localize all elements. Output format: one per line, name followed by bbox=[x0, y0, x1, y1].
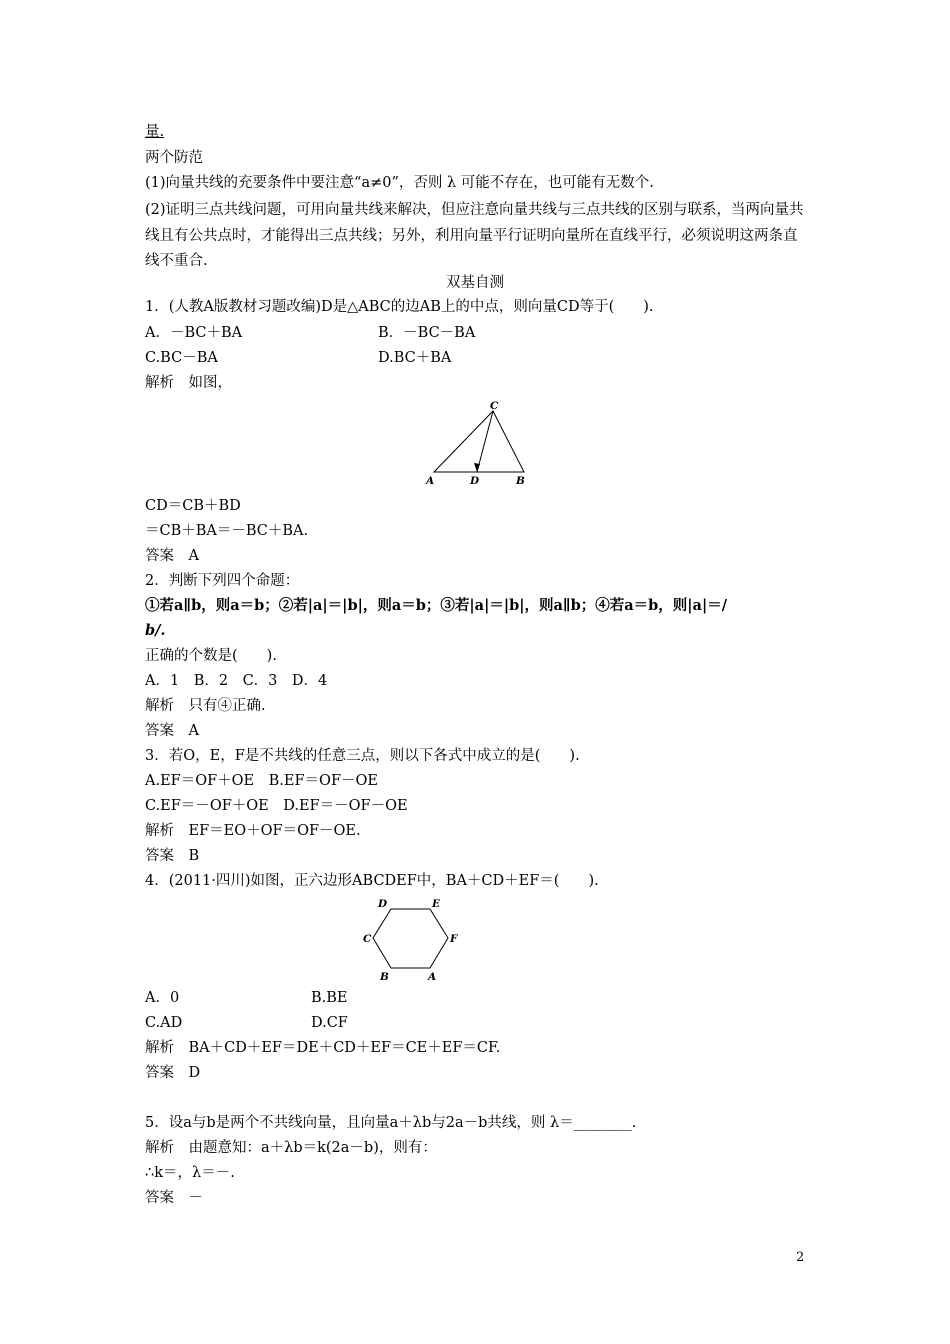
q2-propositions-cont: b/. bbox=[145, 622, 166, 639]
label-d: D bbox=[378, 898, 388, 910]
q3-options-ab: A.EF＝OF＋OE B.EF＝OF－OE bbox=[145, 773, 378, 789]
q4-stem: 4．(2011·四川)如图，正六边形ABCDEF中，BA＋CD＋EF＝( ). bbox=[145, 873, 599, 889]
q2-ask: 正确的个数是( ). bbox=[145, 648, 277, 664]
q2-options: A．1 B．2 C．3 D．4 bbox=[145, 673, 328, 689]
label-c: C bbox=[363, 933, 372, 945]
label-d: D bbox=[470, 475, 480, 487]
page-number: 2 bbox=[796, 1250, 805, 1265]
triangle-figure bbox=[420, 398, 540, 490]
q3-analysis: 解析 EF＝EO＋OF＝OF－OE. bbox=[145, 823, 361, 839]
q4-analysis: 解析 BA＋CD＋EF＝DE＋CD＋EF＝CE＋EF＝CF. bbox=[145, 1040, 501, 1056]
q5-stem: 5．设a与b是两个不共线向量，且向量a＋λb与2a－b共线，则 λ＝________. bbox=[145, 1115, 637, 1131]
q4-option-a: A．0 bbox=[145, 990, 180, 1006]
q1-option-d: D.BC＋BA bbox=[378, 350, 452, 366]
q4-option-d: D.CF bbox=[311, 1015, 348, 1031]
q1-stem: 1．(人教A版教材习题改编)D是△ABC的边AB上的中点，则向量CD等于( ). bbox=[145, 299, 654, 315]
q2-stem: 2．判断下列四个命题： bbox=[145, 573, 300, 589]
q4-option-c: C.AD bbox=[145, 1015, 183, 1031]
intro-line-end: 量. bbox=[145, 124, 165, 140]
q4-option-b: B.BE bbox=[311, 990, 348, 1006]
q2-answer: 答案 A bbox=[145, 723, 199, 739]
q2-analysis: 解析 只有④正确. bbox=[145, 698, 266, 714]
section-title: 双基自测 bbox=[446, 275, 504, 291]
q1-step-2: ＝CB＋BA＝－BC＋BA. bbox=[145, 523, 309, 539]
q1-option-c: C.BC－BA bbox=[145, 350, 218, 366]
label-e: E bbox=[432, 898, 441, 910]
q1-option-a: A．－BC＋BA bbox=[145, 325, 243, 341]
label-b: B bbox=[516, 475, 525, 487]
q1-step-1: CD＝CB＋BD bbox=[145, 498, 241, 514]
label-c: C bbox=[490, 400, 499, 412]
q5-analysis: 解析 由题意知：a＋λb＝k(2a－b)，则有： bbox=[145, 1140, 437, 1156]
q4-answer: 答案 D bbox=[145, 1065, 201, 1081]
q5-therefore: ∴k＝，λ＝－. bbox=[145, 1165, 235, 1181]
q2-propositions: ①若a∥b，则a＝b；②若|a|＝|b|，则a＝b；③若|a|＝|b|，则a∥b；④若a＝b，则|a|＝/ bbox=[145, 597, 728, 614]
q1-option-b: B．－BC－BA bbox=[378, 325, 476, 341]
q3-answer: 答案 B bbox=[145, 848, 200, 864]
intro-point-1: (1)向量共线的充要条件中要注意“a≠0”，否则 λ 可能不存在，也可能有无数个. bbox=[145, 175, 654, 191]
label-a: A bbox=[426, 475, 435, 487]
label-a: A bbox=[428, 971, 437, 983]
q3-options-cd: C.EF＝－OF＋OE D.EF＝－OF－OE bbox=[145, 798, 408, 814]
q3-stem: 3．若O，E，F是不共线的任意三点，则以下各式中成立的是( ). bbox=[145, 748, 580, 764]
intro-heading: 两个防范 bbox=[145, 150, 203, 166]
q5-answer: 答案 － bbox=[145, 1190, 203, 1206]
label-f: F bbox=[450, 933, 458, 945]
q1-analysis: 解析 如图， bbox=[145, 375, 232, 391]
label-b: B bbox=[380, 971, 389, 983]
hexagon-figure bbox=[360, 895, 470, 985]
q1-answer: 答案 A bbox=[145, 548, 199, 564]
intro-point-2: (2)证明三点共线问题，可用向量共线来解决，但应注意向量共线与三点共线的区别与联系，当两向量共线且有公共点时，才能得出三点共线；另外，利用向量平行证明向量所在直线平行，必须说明这两条直线不重合. bbox=[145, 202, 804, 269]
